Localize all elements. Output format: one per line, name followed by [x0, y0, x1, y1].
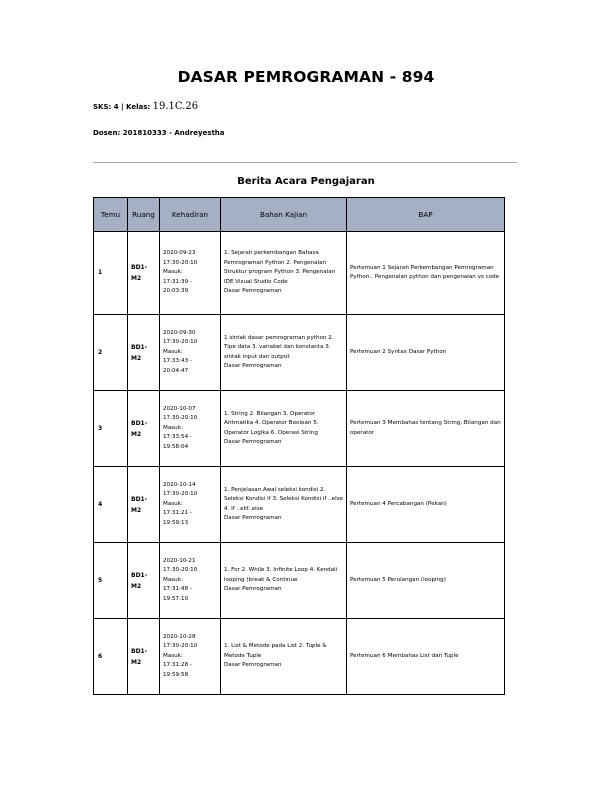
- header-kehadiran: Kehadiran: [160, 198, 221, 232]
- kehadiran-cell: 2020-10-07 17:30-20:10 Masuk: 17:33:54 - 19:58:04: [160, 391, 221, 467]
- header-temu: Temu: [94, 198, 128, 232]
- section-title: Berita Acara Pengajaran: [237, 176, 375, 187]
- kehadiran-cell: 2020-10-28 17:30-20:10 Masuk: 17:31:28 - 19:59:58: [160, 619, 221, 695]
- bap-cell: Pertemuan 6 Membahas List dan Tuple: [347, 619, 505, 695]
- temu-cell: 4: [94, 467, 128, 543]
- ruang-cell: BD1-M2: [128, 391, 160, 467]
- bap-cell: Pertemuan 1 Sejarah Perkembangan Pemrograman Python.. Pengenalan python dan pengenalan vs code: [347, 232, 505, 315]
- header-bap: BAP: [347, 198, 505, 232]
- table-row: [94, 619, 505, 695]
- bap-cell: Pertemuan 3 Membahas tentang String, Bilangan dan operator: [347, 391, 505, 467]
- table-row: [94, 467, 505, 543]
- kehadiran-cell: 2020-10-21 17:30-20:10 Masuk: 17:31:48 - 19:57:10: [160, 543, 221, 619]
- course-info: [93, 101, 198, 112]
- temu-cell: 6: [94, 619, 128, 695]
- bahan-kajian-cell: 1. For 2. While 3. Infinite Loop 4. Kendali looping (break & Continue Dasar Pemrograman: [221, 543, 347, 619]
- bap-cell: Pertemuan 2 Syntax Dasar Python: [347, 315, 505, 391]
- kehadiran-cell: 2020-09-23 17:30-20:10 Masuk: 17:31:39 - 20:03:39: [160, 232, 221, 315]
- table-row: [94, 232, 505, 315]
- bahan-kajian-cell: 1. List & Metode pada List 2. Tuple & Metode Tuple Dasar Pemrograman: [221, 619, 347, 695]
- divider: [93, 162, 517, 163]
- kehadiran-cell: 2020-10-14 17:30-20:10 Masuk: 17:31:21 - 19:59:13: [160, 467, 221, 543]
- header-bahan-kajian: Bahan Kajian: [221, 198, 347, 232]
- temu-cell: 5: [94, 543, 128, 619]
- bahan-kajian-cell: 1. Penjelasan Awal seleksi kondisi 2. Seleksi Kondisi if 3. Seleksi Kondisi if ..else 4. If ..elif..else Dasar Pemrograman: [221, 467, 347, 543]
- temu-cell: 1: [94, 232, 128, 315]
- header-ruang: Ruang: [128, 198, 160, 232]
- ruang-cell: BD1-M2: [128, 315, 160, 391]
- table-row: [94, 391, 505, 467]
- kelas-value: 19.1C.26: [152, 101, 199, 112]
- temu-cell: 3: [94, 391, 128, 467]
- table-header-row: [94, 198, 505, 232]
- kehadiran-cell: 2020-09-30 17:30-20:10 Masuk: 17:33:43 - 20:04:47: [160, 315, 221, 391]
- bap-cell: Pertemuan 4 Percabangan (Pekan): [347, 467, 505, 543]
- table-row: [94, 315, 505, 391]
- bahan-kajian-cell: 1. String 2. Bilangan 3. Operator Aritmatika 4. Operator Boolean 5. Operator Logika 6. Operasi String Dasar Pemrograman: [221, 391, 347, 467]
- bahan-kajian-cell: 1 sintak dasar pemrograman python 2. Tipe data 3. variabel dan konstanta 3. sintak input dan output Dasar Pemrograman: [221, 315, 347, 391]
- temu-cell: 2: [94, 315, 128, 391]
- table-row: [94, 543, 505, 619]
- ruang-cell: BD1-M2: [128, 232, 160, 315]
- bahan-kajian-cell: 1. Sejarah perkembangan Bahasa Pemrograman Python 2. Pengenalan Struktur program Python 3. Pengenalan IDE Visual Studio Code Dasar Pemrograman: [221, 232, 347, 315]
- lecturer-info: Dosen: 201810333 - Andreyestha: [93, 129, 225, 137]
- ruang-cell: BD1-M2: [128, 467, 160, 543]
- sks-kelas-label: SKS: 4 | Kelas:: [93, 103, 153, 111]
- ruang-cell: BD1-M2: [128, 543, 160, 619]
- document-title: DASAR PEMROGRAMAN - 894: [177, 68, 435, 86]
- bap-cell: Pertemuan 5 Perulangan (looping): [347, 543, 505, 619]
- teaching-record-table: [93, 197, 505, 695]
- ruang-cell: BD1-M2: [128, 619, 160, 695]
